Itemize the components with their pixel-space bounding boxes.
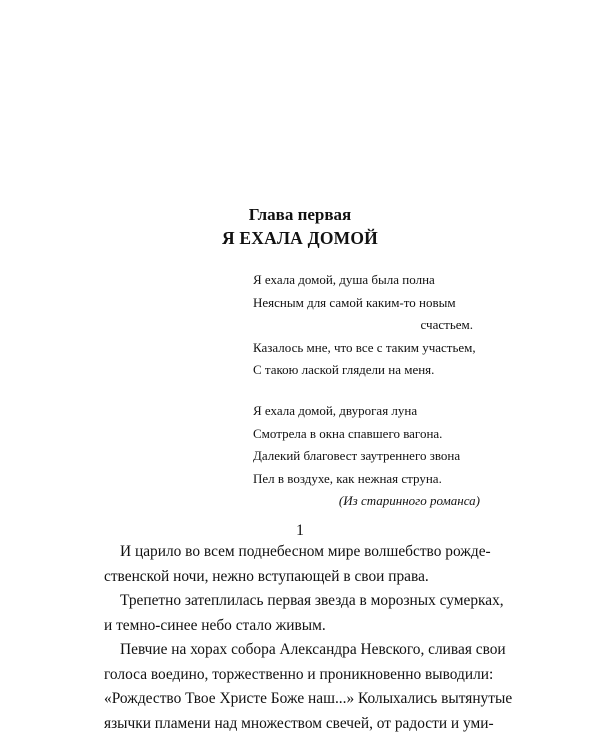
epigraph-line: Я ехала домой, душа была полна — [253, 272, 435, 287]
text-line: «Рождество Твое Христе Боже наш...» Колыхались вытянутые — [104, 690, 513, 707]
body-text — [104, 540, 513, 736]
chapter-label: Глава первая — [248, 205, 352, 224]
epigraph-source: (Из старинного романса) — [338, 493, 480, 509]
epigraph-line: Пел в воздухе, как нежная струна. — [253, 470, 442, 486]
text-line: Трепетно затеплилась первая звезда в морозных сумерках, — [120, 592, 504, 609]
epigraph-line: счастьем. — [420, 317, 473, 333]
epigraph-line: Смотрела в окна спавшего вагона. — [253, 425, 443, 441]
epigraph — [253, 269, 483, 513]
text-line: ственской ночи, нежно вступающей в свои права. — [104, 567, 429, 585]
text-line: язычки пламени над множеством свечей, от радости и уми- — [104, 714, 494, 732]
epigraph-line: С такою лаской глядели на меня. — [253, 362, 435, 378]
epigraph-line: Далекий благовест заутреннего звона — [253, 448, 461, 464]
stanza-gap — [253, 382, 483, 400]
epigraph-line: Неясным для самой каким-то новым — [253, 294, 456, 310]
epigraph-line: Я ехала домой, двурогая луна — [253, 402, 418, 418]
text-line: и темно-синее небо стало живым. — [104, 616, 326, 634]
text-line: Певчие на хорах собора Александра Невского, сливая свои — [120, 641, 506, 658]
chapter-title: Я ЕХАЛА ДОМОЙ — [221, 228, 378, 248]
section-number: 1 — [296, 522, 304, 539]
epigraph-line: Казалось мне, что все с таким участьем, — [253, 339, 476, 355]
text-line: голоса воедино, торжественно и проникновенно выводили: — [104, 665, 494, 683]
text-line: И царило во всем поднебесном мире волшебство рожде- — [120, 543, 491, 560]
